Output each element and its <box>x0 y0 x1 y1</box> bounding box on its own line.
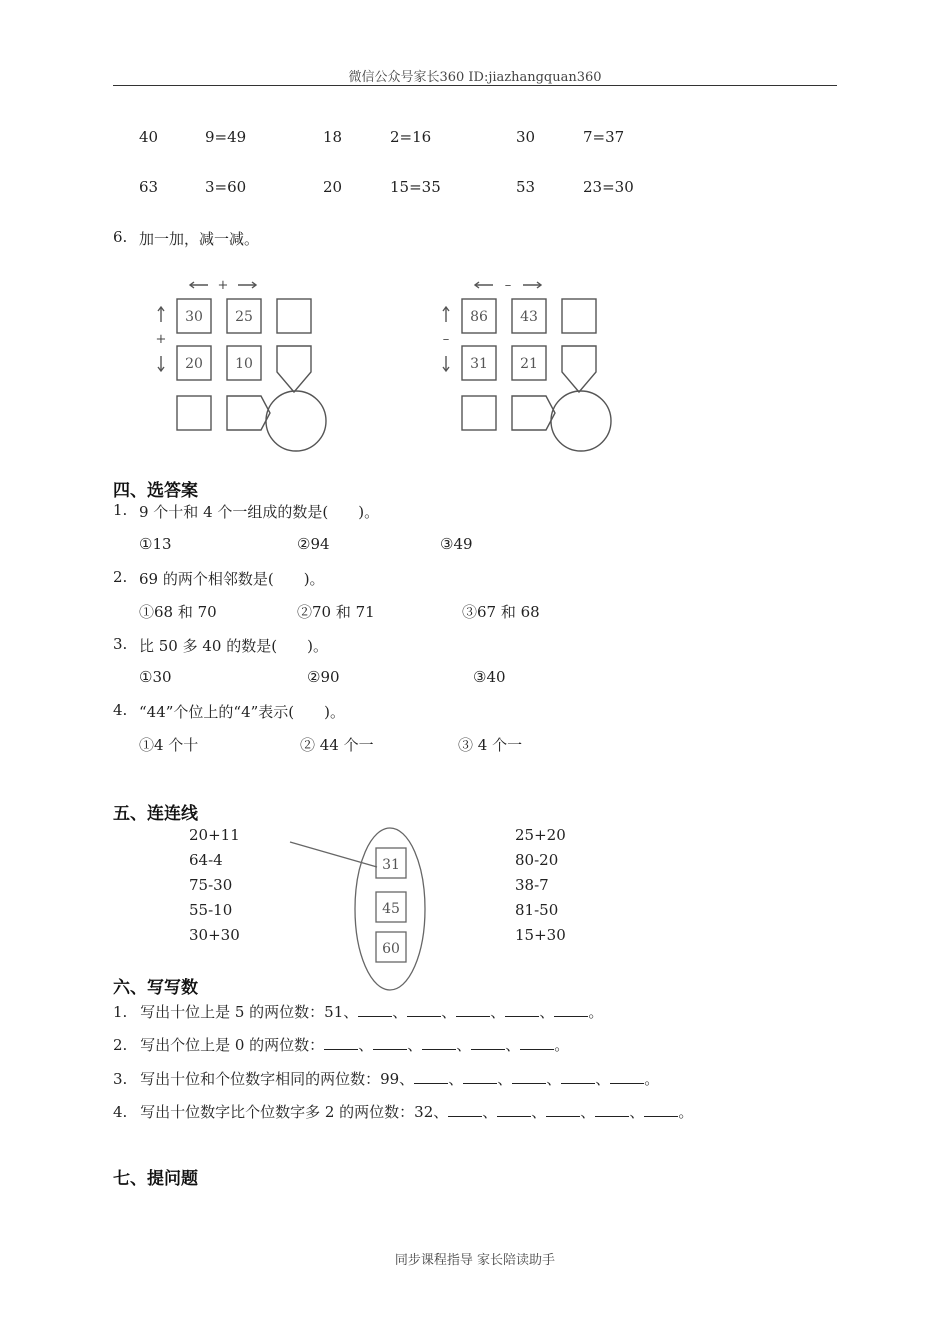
option[interactable]: ①68 和 70 <box>139 603 217 621</box>
answer-blank[interactable] <box>512 1069 546 1084</box>
addition-figure <box>150 272 340 457</box>
answer-blank[interactable] <box>456 1002 490 1017</box>
option[interactable]: ①4 个十 <box>139 736 199 754</box>
question-text: 9 个十和 4 个一组成的数是( )。 <box>139 503 380 521</box>
op-symbol: – <box>442 332 450 347</box>
fill-b: 3=60 <box>205 178 247 196</box>
left-expression[interactable]: 20+11 <box>189 826 240 844</box>
left-expression[interactable]: 64-4 <box>189 851 223 869</box>
answer-blank[interactable] <box>324 1035 358 1050</box>
answer-blank[interactable] <box>554 1002 588 1017</box>
answer-blank[interactable] <box>644 1102 678 1117</box>
item-text: 写出十位上是 5 的两位数：51、 <box>140 1003 359 1021</box>
left-expression[interactable]: 55-10 <box>189 901 233 919</box>
subtraction-figure <box>435 272 625 457</box>
cell-value: 21 <box>520 356 538 372</box>
answer-blank[interactable] <box>373 1035 407 1050</box>
page-footer: 同步课程指导 家长陪读助手 <box>394 1253 556 1268</box>
right-expression[interactable]: 15+30 <box>515 926 566 944</box>
item-number: 2. <box>113 1036 128 1054</box>
question-number: 2. <box>113 568 128 586</box>
option[interactable]: ② 44 个一 <box>300 736 374 754</box>
center-number: 60 <box>382 941 400 957</box>
question-number: 1. <box>113 501 128 519</box>
answer-blank[interactable] <box>520 1035 554 1050</box>
answer-blank[interactable] <box>414 1069 448 1084</box>
fill-a: 63 <box>139 178 159 196</box>
write-item: 3. 写出十位和个位数字相同的两位数：99、 、 、 、 、 。 <box>113 1070 660 1088</box>
cell-value: 30 <box>185 309 203 325</box>
item-text: 写出十位数字比个位数字多 2 的两位数：32、 <box>140 1103 449 1121</box>
fill-b: 9=49 <box>205 128 247 146</box>
question-text: 比 50 多 40 的数是( )。 <box>139 637 328 655</box>
fill-b: 7=37 <box>583 128 625 146</box>
answer-blank[interactable] <box>595 1102 629 1117</box>
option[interactable]: ③67 和 68 <box>462 603 540 621</box>
question-number: 3. <box>113 635 128 653</box>
question-number: 4. <box>113 701 128 719</box>
op-symbol: + <box>217 278 229 293</box>
q6-number: 6. <box>113 228 128 246</box>
question-text: 69 的两个相邻数是( )。 <box>139 570 325 588</box>
fill-b: 23=30 <box>583 178 634 196</box>
right-expression[interactable]: 25+20 <box>515 826 566 844</box>
cell-value: 86 <box>470 309 488 325</box>
answer-blank[interactable] <box>407 1002 441 1017</box>
cell-value: 10 <box>235 356 253 372</box>
write-item: 2. 写出个位上是 0 的两位数： 、 、 、 、 。 <box>113 1036 570 1054</box>
cell-value: 25 <box>235 309 253 325</box>
option[interactable]: ③49 <box>440 535 473 553</box>
item-number: 3. <box>113 1070 128 1088</box>
option[interactable]: ②94 <box>297 535 330 553</box>
section-title-5: 五、连连线 <box>113 804 198 824</box>
center-number: 31 <box>382 857 400 873</box>
cell-value: 31 <box>470 356 488 372</box>
option[interactable]: ③40 <box>473 668 506 686</box>
op-symbol: – <box>504 278 512 293</box>
question-text: “44”个位上的“4”表示( )。 <box>139 703 346 721</box>
op-symbol: + <box>155 332 167 347</box>
left-expression[interactable]: 30+30 <box>189 926 240 944</box>
item-text: 写出十位和个位数字相同的两位数：99、 <box>140 1070 415 1088</box>
write-item: 4. 写出十位数字比个位数字多 2 的两位数：32、 、 、 、 、 。 <box>113 1103 694 1121</box>
answer-blank[interactable] <box>422 1035 456 1050</box>
write-item: 1. 写出十位上是 5 的两位数：51、 、 、 、 、 。 <box>113 1003 604 1021</box>
answer-blank[interactable] <box>610 1069 644 1084</box>
right-expression[interactable]: 80-20 <box>515 851 559 869</box>
fill-a: 18 <box>323 128 343 146</box>
answer-blank[interactable] <box>505 1002 539 1017</box>
right-expression[interactable]: 38-7 <box>515 876 549 894</box>
section-title-7: 七、提问题 <box>113 1169 198 1189</box>
answer-blank[interactable] <box>471 1035 505 1050</box>
section-title-4: 四、选答案 <box>113 481 198 501</box>
fill-a: 30 <box>516 128 536 146</box>
fill-a: 20 <box>323 178 343 196</box>
option[interactable]: ②70 和 71 <box>297 603 375 621</box>
item-number: 1. <box>113 1003 128 1021</box>
answer-blank[interactable] <box>546 1102 580 1117</box>
fill-a: 53 <box>516 178 536 196</box>
option[interactable]: ③ 4 个一 <box>458 736 523 754</box>
page-header: 微信公众号家长360 ID:jiazhangquan360 <box>348 70 602 85</box>
left-expression[interactable]: 75-30 <box>189 876 233 894</box>
answer-blank[interactable] <box>497 1102 531 1117</box>
right-expression[interactable]: 81-50 <box>515 901 559 919</box>
option[interactable]: ①30 <box>139 668 172 686</box>
q6-text: 加一加，减一减。 <box>139 230 260 248</box>
answer-blank[interactable] <box>358 1002 392 1017</box>
fill-a: 40 <box>139 128 159 146</box>
section-title-6: 六、写写数 <box>113 978 198 998</box>
matching-figure <box>285 822 435 992</box>
answer-blank[interactable] <box>561 1069 595 1084</box>
fill-b: 2=16 <box>390 128 432 146</box>
cell-value: 43 <box>520 309 538 325</box>
item-number: 4. <box>113 1103 128 1121</box>
fill-b: 15=35 <box>390 178 441 196</box>
answer-blank[interactable] <box>463 1069 497 1084</box>
item-text: 写出个位上是 0 的两位数： <box>140 1036 325 1054</box>
center-number: 45 <box>382 901 400 917</box>
header-rule <box>113 85 837 86</box>
option[interactable]: ①13 <box>139 535 172 553</box>
cell-value: 20 <box>185 356 203 372</box>
answer-blank[interactable] <box>448 1102 482 1117</box>
option[interactable]: ②90 <box>307 668 340 686</box>
